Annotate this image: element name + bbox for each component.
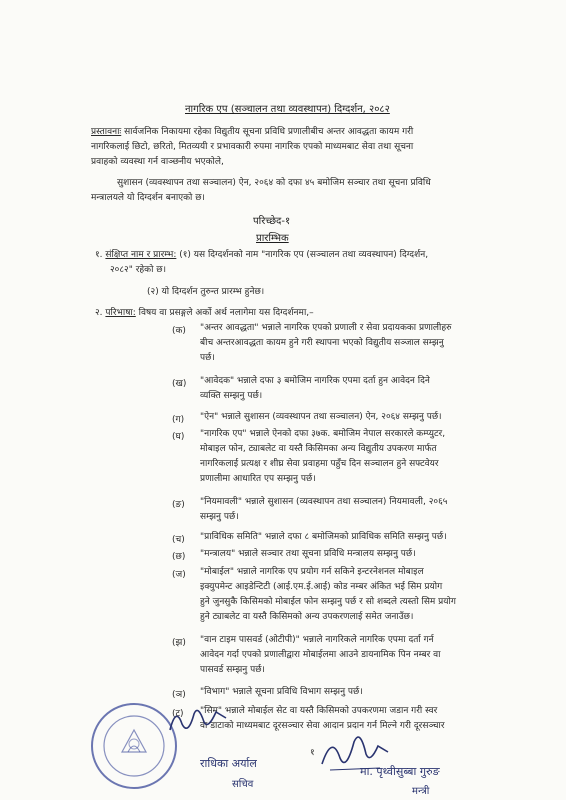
- document-title: नागरिक एप (सञ्चालन तथा व्यवस्थापन) दिग्दर्शन, २०८२: [185, 104, 390, 115]
- minister-name: मा. पृथ्वीसुब्बा गुरुङ: [360, 765, 440, 778]
- section-1-line-3: (२) यो दिग्दर्शन तुरुन्त प्रारम्भ हुनेछ।: [147, 287, 265, 297]
- item-ga-line-1: "ऐन" भन्नाले सुशासन (व्यवस्थापन तथा सञ्चालन) ऐन, २०६४ सम्झनु पर्छ।: [200, 412, 442, 422]
- item-cha-line-1: "मन्त्रालय" भन्नाले सञ्चार तथा सूचना प्रविधि मन्त्रालय सम्झनु पर्छ।: [200, 549, 416, 559]
- item-ja-line-4: हुने ट्याबलेट वा यस्तै किसिमको अन्य उपकरणलाई समेत जनाउँछ।: [200, 612, 414, 622]
- item-ka-line-2: बीच अन्तरआवद्धता कायम हुने गरी स्थापना भएको विद्युतीय सञ्जाल सम्झनु: [200, 338, 444, 348]
- section-1-number: १.: [95, 250, 103, 260]
- minister-title: मन्त्री: [412, 786, 430, 797]
- item-gha-line-2: मोबाइल फोन, ट्याबलेट वा यस्तै किसिमका अन्य विद्युतीय उपकरण मार्फत: [200, 444, 437, 454]
- item-ka-line-1: "अन्तर आवद्धता" भन्नाले नागरिक एपको प्रणाली र सेवा प्रदायकका प्रणालीहरु: [200, 323, 452, 333]
- preamble-label: प्रस्तावनाः: [91, 127, 122, 137]
- item-ja-marker: (ज): [172, 570, 186, 580]
- item-jha-line-2: आवेदन गर्दा एपको प्रणालीद्वारा मोबाईलमा आउने डायनामिक पिन नम्बर वा: [200, 650, 441, 660]
- item-nga-marker: (ङ): [172, 500, 185, 510]
- preamble-line-4: सुशासन (व्यवस्थापन तथा सञ्चालन) ऐन, २०६४ को दफा ४५ बमोजिम सञ्चार तथा सूचना प्रविधि: [117, 178, 431, 188]
- item-ga-marker: (ग): [172, 415, 185, 425]
- item-nga-line-2: सम्झनु पर्छ।: [200, 512, 239, 522]
- secretary-title: सचिव: [232, 779, 254, 790]
- preamble-line-2: नागरिकलाई छिटो, छरितो, मितव्ययी र प्रभावकारी रुपमा नागरिक एपको माध्यमबाट सेवा तथा सूचना: [91, 142, 414, 152]
- item-kha-line-2: व्यक्ति सम्झनु पर्छ।: [200, 391, 263, 401]
- item-ja-line-3: हुने जुनसुकै किसिमको मोबाईल फोन सम्झनु पर्छ र सो शब्दले त्यस्तो सिम प्रयोग: [200, 597, 456, 607]
- preamble-line-5: मन्त्रालयले यो दिग्दर्शन बनाएको छ।: [91, 193, 205, 203]
- page-number: १: [310, 748, 315, 758]
- official-seal-stamp: [88, 700, 180, 792]
- item-nga-line-1: "नियमावली" भन्नाले सुशासन (व्यवस्थापन तथा सञ्चालन) नियमावली, २०६५: [200, 497, 448, 507]
- preamble-text-1: सार्वजनिक निकायमा रहेका विद्युतीय सूचना प्रविधि प्रणालीबीच अन्तर आवद्धता कायम गरी: [121, 127, 414, 137]
- section-2-number: २.: [95, 308, 103, 318]
- section-1-line-2: २०८२" रहेको छ।: [110, 265, 167, 275]
- chapter-number: परिच्छेद-१: [253, 216, 291, 227]
- secretary-name: राधिका अर्याल: [200, 757, 257, 770]
- item-gha-line-1: "नागरिक एप" भन्नाले ऐनको दफा ३७क. बमोजिम नेपाल सरकारले कम्प्युटर,: [200, 429, 446, 439]
- item-gha-marker: (घ): [172, 432, 185, 442]
- item-kha-line-1: "आवेदक" भन्नाले दफा ३ बमोजिम नागरिक एपमा दर्ता हुन आवेदन दिने: [200, 376, 430, 386]
- item-ca-line-1: "प्राविधिक समिति" भन्नाले दफा ८ बमोजिमको प्राविधिक समिति सम्झनु पर्छ।: [200, 532, 447, 542]
- item-jha-marker: (झ): [172, 638, 186, 648]
- item-ta-line-2: वा डाटाको माध्यमबाट दूरसञ्चार सेवा आदान प्रदान गर्न मिल्ने गरी दूरसञ्चार: [200, 721, 445, 731]
- item-ja-line-2: इक्युपमेन्ट आइडेन्टिटी (आई.एम.ई.आई) कोड नम्बर अंकित भई सिम प्रयोग: [200, 582, 443, 592]
- item-gha-line-3: नागरिकलाई प्रत्यक्ष र शीघ्र सेवा प्रवाहमा पहुँच दिन सञ्चालन हुने सफ्टवेयर: [200, 459, 439, 469]
- section-2-heading: परिभाषा:: [105, 308, 136, 318]
- item-ja-line-1: "मोबाईल" भन्नाले नागरिक एप प्रयोग गर्न सकिने इन्टरनेशनल मोबाइल: [200, 567, 424, 577]
- item-jha-line-1: "वान टाइम पासवर्ड (ओटीपी)" भन्नाले नागरिकले नागरिक एपमा दर्ता गर्न: [200, 635, 434, 645]
- item-ta-marker: (ट): [172, 709, 184, 719]
- item-jha-line-3: पासवर्ड सम्झनु पर्छ।: [200, 665, 265, 675]
- preamble-line-3: प्रवाहको व्यवस्था गर्न वाञ्छनीय भएकोले,: [91, 157, 224, 167]
- item-cha-marker: (छ): [172, 552, 186, 562]
- item-ta-line-1: "सिम" भन्नाले मोबाईल सेट वा यस्तै किसिमको उपकरणमा जडान गरी स्वर: [200, 706, 438, 716]
- secretary-signature: [168, 700, 230, 740]
- item-ca-marker: (च): [172, 535, 185, 545]
- item-nya-line-1: "विभाग" भन्नाले सूचना प्रविधि विभाग सम्झनु पर्छ।: [200, 687, 363, 697]
- section-1-heading: संक्षिप्त नाम र प्रारम्भ:: [105, 250, 177, 260]
- section-1-text-1: (१) यस दिग्दर्शनको नाम "नागरिक एप (सञ्चालन तथा व्यवस्थापन) दिग्दर्शन,: [176, 250, 429, 260]
- item-kha-marker: (ख): [172, 379, 187, 389]
- section-2-line-1: [95, 308, 314, 319]
- preamble-line-1: [91, 127, 413, 138]
- section-2-intro: विषय वा प्रसङ्गले अर्को अर्थ नलागेमा यस दिग्दर्शनमा,–: [135, 308, 314, 318]
- item-gha-line-4: प्रणालीमा आधारित एप सम्झनु पर्छ।: [200, 474, 316, 484]
- section-1-line-1: [95, 250, 428, 261]
- item-ka-line-3: पर्छ।: [200, 353, 215, 363]
- item-nya-marker: (ञ): [172, 690, 186, 700]
- item-ka-marker: (क): [172, 326, 186, 336]
- chapter-title: प्रारम्भिक: [256, 233, 289, 244]
